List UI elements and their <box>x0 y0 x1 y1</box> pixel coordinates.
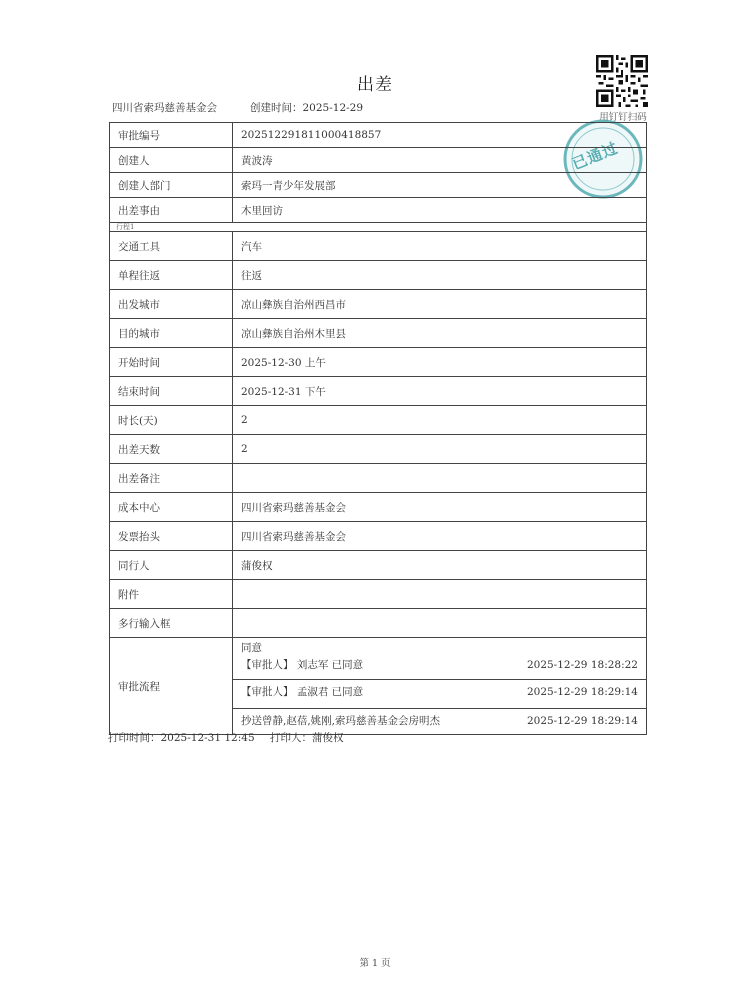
created-time: 创建时间：2025-12-29 <box>250 102 364 114</box>
label-days: 出差天数 <box>110 435 233 464</box>
label-creator-dept: 创建人部门 <box>110 173 233 198</box>
trip-section-label: 行程1 <box>110 223 647 232</box>
label-approval-flow: 审批流程 <box>110 638 233 735</box>
value-approval-no: 202512291811000418857 <box>233 123 647 148</box>
cc-step <box>233 708 646 732</box>
row-invoice-title <box>110 522 647 551</box>
label-from-city: 出发城市 <box>110 290 233 319</box>
label-one-way: 单程往返 <box>110 261 233 290</box>
row-attachment <box>110 580 647 609</box>
row-companion <box>110 551 647 580</box>
row-to-city <box>110 319 647 348</box>
cc-step-text: 抄送曾静,赵蓓,姚刚,索玛慈善基金会房明杰 <box>241 715 441 727</box>
label-remarks: 出差备注 <box>110 464 233 493</box>
value-multiline <box>233 609 647 638</box>
trip-section-header <box>110 223 647 232</box>
row-one-way <box>110 261 647 290</box>
label-multiline: 多行输入框 <box>110 609 233 638</box>
row-approval-no <box>110 123 647 148</box>
row-remarks <box>110 464 647 493</box>
approval-step-time: 2025-12-29 18:29:14 <box>526 686 638 698</box>
row-from-city <box>110 290 647 319</box>
approval-flow-header: 同意 <box>241 642 262 654</box>
label-start-time: 开始时间 <box>110 348 233 377</box>
value-transport: 汽车 <box>233 232 647 261</box>
value-to-city: 凉山彝族自治州木里县 <box>233 319 647 348</box>
approval-flow <box>241 638 638 734</box>
print-time: 打印时间：2025-12-31 12:45 <box>108 732 255 744</box>
label-companion: 同行人 <box>110 551 233 580</box>
value-from-city: 凉山彝族自治州西昌市 <box>233 290 647 319</box>
qr-caption: 用钉钉扫码 <box>599 112 647 123</box>
document-title: 出差 <box>357 75 393 95</box>
value-companion: 蒲俊权 <box>233 551 647 580</box>
approval-step-text: 【审批人】 刘志军 已同意 <box>241 659 364 671</box>
label-approval-no: 审批编号 <box>110 123 233 148</box>
page-number: 第 1 页 <box>359 958 391 969</box>
value-reason: 木里回访 <box>233 198 647 223</box>
qr-code-icon <box>596 55 648 107</box>
row-end-time <box>110 377 647 406</box>
label-cost-center: 成本中心 <box>110 493 233 522</box>
row-creator-dept <box>110 173 647 198</box>
row-approval-flow <box>110 638 647 735</box>
value-creator: 黄波涛 <box>233 148 647 173</box>
value-one-way: 往返 <box>233 261 647 290</box>
label-invoice-title: 发票抬头 <box>110 522 233 551</box>
approval-step <box>233 653 646 677</box>
row-multiline <box>110 609 647 638</box>
label-transport: 交通工具 <box>110 232 233 261</box>
approval-step <box>233 679 646 703</box>
label-end-time: 结束时间 <box>110 377 233 406</box>
cc-step-time: 2025-12-29 18:29:14 <box>526 715 638 727</box>
organization-name: 四川省索玛慈善基金会 <box>112 102 217 114</box>
value-end-time: 2025-12-31 下午 <box>233 377 647 406</box>
approval-step-text: 【审批人】 孟淑君 已同意 <box>241 686 364 698</box>
value-cost-center: 四川省索玛慈善基金会 <box>233 493 647 522</box>
value-days: 2 <box>233 435 647 464</box>
row-creator <box>110 148 647 173</box>
value-attachment <box>233 580 647 609</box>
approval-step-time: 2025-12-29 18:28:22 <box>526 659 638 671</box>
value-invoice-title: 四川省索玛慈善基金会 <box>233 522 647 551</box>
value-duration: 2 <box>233 406 647 435</box>
approved-stamp-text: 已通过 <box>569 138 621 174</box>
label-duration: 时长(天) <box>110 406 233 435</box>
row-transport <box>110 232 647 261</box>
row-reason <box>110 198 647 223</box>
row-days <box>110 435 647 464</box>
approval-flow-cell <box>233 638 647 735</box>
travel-form-table <box>109 122 647 735</box>
printer-name: 打印人：蒲俊权 <box>270 732 344 744</box>
label-creator: 创建人 <box>110 148 233 173</box>
value-creator-dept: 索玛一青少年发展部 <box>233 173 647 198</box>
label-attachment: 附件 <box>110 580 233 609</box>
label-reason: 出差事由 <box>110 198 233 223</box>
row-cost-center <box>110 493 647 522</box>
value-remarks <box>233 464 647 493</box>
label-to-city: 目的城市 <box>110 319 233 348</box>
row-duration <box>110 406 647 435</box>
value-start-time: 2025-12-30 上午 <box>233 348 647 377</box>
row-start-time <box>110 348 647 377</box>
